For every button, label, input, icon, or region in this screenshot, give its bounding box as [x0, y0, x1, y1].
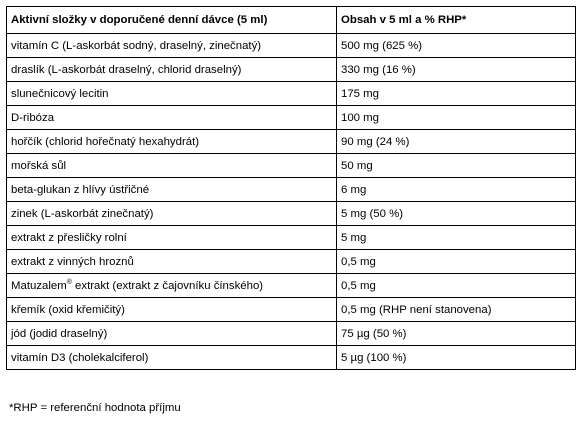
table-row — [7, 274, 576, 298]
ingredient-name: mořská sůl — [7, 154, 337, 178]
ingredient-amount: 90 mg (24 %) — [337, 130, 576, 154]
ingredient-amount: 100 mg — [337, 106, 576, 130]
table-row — [7, 106, 576, 130]
ingredient-name: beta-glukan z hlívy ústřičné — [7, 178, 337, 202]
ingredient-amount: 0,5 mg — [337, 274, 576, 298]
table-row — [7, 130, 576, 154]
ingredient-name: D-ribóza — [7, 106, 337, 130]
ingredient-name-rest: extrakt (extrakt z čajovníku čínského) — [71, 279, 264, 292]
ingredient-name: hořčík (chlorid hořečnatý hexahydrát) — [7, 130, 337, 154]
table-header-row — [7, 7, 576, 34]
table-row — [7, 250, 576, 274]
ingredient-amount: 5 µg (100 %) — [337, 346, 576, 370]
ingredient-amount: 5 mg (50 %) — [337, 202, 576, 226]
ingredient-amount: 175 mg — [337, 82, 576, 106]
brand-name: Matuzalem — [11, 279, 67, 292]
composition-table — [6, 6, 576, 370]
ingredient-amount: 50 mg — [337, 154, 576, 178]
footnote: *RHP = referenční hodnota příjmu — [9, 402, 181, 414]
ingredient-name: křemík (oxid křemičitý) — [7, 298, 337, 322]
header-content: Obsah v 5 ml a % RHP* — [337, 7, 576, 34]
table-row — [7, 34, 576, 58]
ingredient-name: vitamín C (L-askorbát sodný, draselný, zinečnatý) — [7, 34, 337, 58]
ingredient-amount: 5 mg — [337, 226, 576, 250]
header-component: Aktivní složky v doporučené denní dávce (5 ml) — [7, 7, 337, 34]
table-row — [7, 58, 576, 82]
table-row — [7, 298, 576, 322]
ingredient-name: vitamín D3 (cholekalciferol) — [7, 346, 337, 370]
table-row — [7, 226, 576, 250]
ingredient-name: draslík (L-askorbát draselný, chlorid draselný) — [7, 58, 337, 82]
table-row — [7, 346, 576, 370]
table-row — [7, 322, 576, 346]
ingredient-name: jód (jodid draselný) — [7, 322, 337, 346]
ingredient-name: slunečnicový lecitin — [7, 82, 337, 106]
table-row — [7, 202, 576, 226]
ingredient-name: extrakt z přesličky rolní — [7, 226, 337, 250]
table-row — [7, 178, 576, 202]
ingredient-name — [7, 274, 337, 298]
ingredient-amount: 0,5 mg (RHP není stanovena) — [337, 298, 576, 322]
registered-mark: ® — [66, 278, 72, 286]
ingredient-amount: 330 mg (16 %) — [337, 58, 576, 82]
ingredient-amount: 6 mg — [337, 178, 576, 202]
ingredient-amount: 0,5 mg — [337, 250, 576, 274]
ingredient-name: zinek (L-askorbát zinečnatý) — [7, 202, 337, 226]
table-row — [7, 154, 576, 178]
table-row — [7, 82, 576, 106]
ingredient-amount: 75 µg (50 %) — [337, 322, 576, 346]
ingredient-amount: 500 mg (625 %) — [337, 34, 576, 58]
ingredient-name: extrakt z vinných hroznů — [7, 250, 337, 274]
